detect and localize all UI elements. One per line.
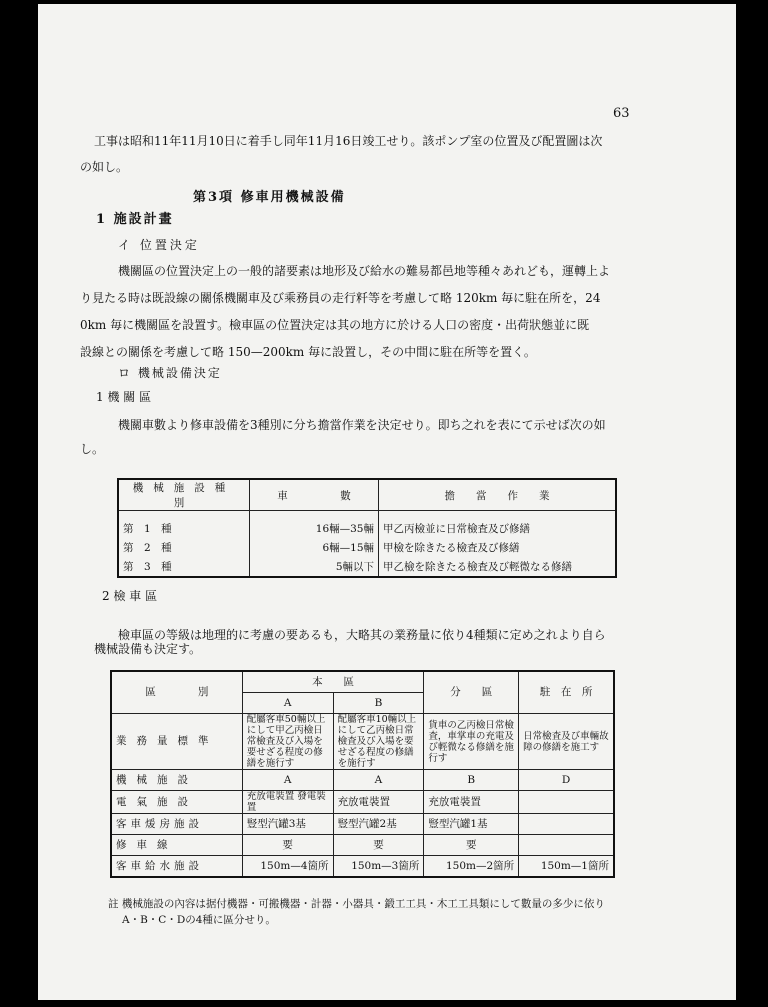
heading-location: イ 位置決定 [118,238,200,252]
row-label: 修車線 [111,835,242,856]
cell-type: 第 1 種 [118,511,250,539]
cell-count: 6輛—15輛 [250,538,379,557]
cell-value: 配屬客車50輛以上にして甲乙丙檢日常檢査及び入場を要せざる程度の修繕を施行す [242,714,333,770]
table-row [111,856,614,878]
para3-line-2: 機械設備も決定す。 [94,642,202,656]
col-header-main-depot: 本 區 [242,671,424,693]
table-row [111,714,614,770]
cell-value: D [519,770,614,791]
para1-line-3: 0km 毎に機關區を設置す。檢車區の位置決定は其の地方に於ける人口の密度・出荷狀態並に既 [80,318,590,332]
intro-line-2: の如し。 [80,160,129,174]
col-header-type: 機械施設種別 [118,479,250,511]
col-header-a: A [242,693,333,714]
col-header-station: 駐 在 所 [519,671,614,714]
table-row [118,557,616,577]
cell-value: A [242,770,333,791]
para1-line-2: り見たる時は既設線の關係機關車及び乘務員の走行粁等を考慮して略 120km 毎に駐在所を，24 [80,291,601,305]
car-depot-table [110,670,615,878]
table-row [111,770,614,791]
intro-line-1: 工事は昭和11年11月10日に着手し同年11月16日竣工せり。該ポンプ室の位置及び配置圖は次 [94,134,603,148]
row-label: 機械施設 [111,770,242,791]
cell-value: 要 [242,835,333,856]
table-row [111,791,614,814]
cell-value: 要 [333,835,424,856]
section-title: 第3項 修車用機械設備 [193,190,346,205]
col-header-count: 車 數 [250,479,379,511]
heading-engine-depot: 1 機 關 區 [96,390,152,404]
cell-value: A [333,770,424,791]
col-header-branch: 分 區 [424,671,519,714]
cell-value: 充放電裝置 [424,791,519,814]
cell-value: 豎型汽罐2基 [333,814,424,835]
cell-type: 第 2 種 [118,538,250,557]
cell-value [519,791,614,814]
cell-value: 配屬客車10輛以上にして乙丙檢日常檢査及び入場を要せざる程度の修繕を施行す [333,714,424,770]
cell-value [519,814,614,835]
cell-value: B [424,770,519,791]
note-line-2: A・B・C・Dの4種に區分せり。 [122,914,276,926]
col-header-work: 擔 當 作 業 [379,479,617,511]
cell-work: 甲檢を除きたる檢査及び修繕 [379,538,617,557]
para2-line-1: 機關車數より修車設備を3種別に分ち擔當作業を決定せり。即ち之れを表にて示せば次の如 [118,418,606,432]
para2-line-2: し。 [80,442,105,456]
heading-facility-plan: 1 施設計畫 [96,212,174,227]
cell-count: 16輛—35輛 [250,511,379,539]
heading-machinery: ロ 機械設備決定 [118,366,222,380]
cell-work: 甲乙檢を除きたる檢査及び輕微なる修繕 [379,557,617,577]
row-label: 電氣施設 [111,791,242,814]
cell-value [519,835,614,856]
note-line-1: 註 機械施設の內容は据付機器・可搬機器・計器・小器具・鍛工工具・木工工具類にして數量の多少に依り [108,898,605,910]
table-row [118,538,616,557]
para1-line-1: 機關區の位置決定上の一般的諸要素は地形及び給水の難易都邑地等種々あれども，運轉上よ [118,264,611,278]
cell-value: 日常檢査及び車輛故障の修繕を施工す [519,714,614,770]
col-header-b: B [333,693,424,714]
heading-car-depot: 2 檢 車 區 [102,589,158,603]
table-row [118,511,616,539]
table-row [111,835,614,856]
cell-type: 第 3 種 [118,557,250,577]
cell-count: 5輛以下 [250,557,379,577]
table-header [111,671,614,693]
cell-value: 豎型汽罐1基 [424,814,519,835]
engine-depot-table [117,478,617,578]
cell-value: 150m—2箇所 [424,856,519,878]
row-label: 客車給水施設 [111,856,242,878]
page-number: 63 [613,106,630,121]
cell-work: 甲乙丙檢並に日常檢査及び修繕 [379,511,617,539]
row-label: 客車煖房施設 [111,814,242,835]
row-label: 業務量標準 [111,714,242,770]
cell-value: 貨車の乙丙檢日常檢査，車掌車の充電及び輕微なる修繕を施行す [424,714,519,770]
cell-value: 豎型汽罐3基 [242,814,333,835]
cell-value: 150m—4箇所 [242,856,333,878]
col-header-category: 區 別 [111,671,242,714]
cell-value: 要 [424,835,519,856]
cell-value: 150m—1箇所 [519,856,614,878]
table-row [111,814,614,835]
cell-value: 充放電裝置 [333,791,424,814]
cell-value: 充放電裝置 發電裝置 [242,791,333,814]
para1-line-4: 設線との關係を考慮して略 150—200km 毎に設置し，その中間に駐在所等を置く。 [80,345,536,359]
cell-value: 150m—3箇所 [333,856,424,878]
table-header [118,479,616,511]
para3-line-1: 檢車區の等級は地理的に考慮の要あるも，大略其の業務量に依り4種類に定め之れより自ら [118,628,606,642]
